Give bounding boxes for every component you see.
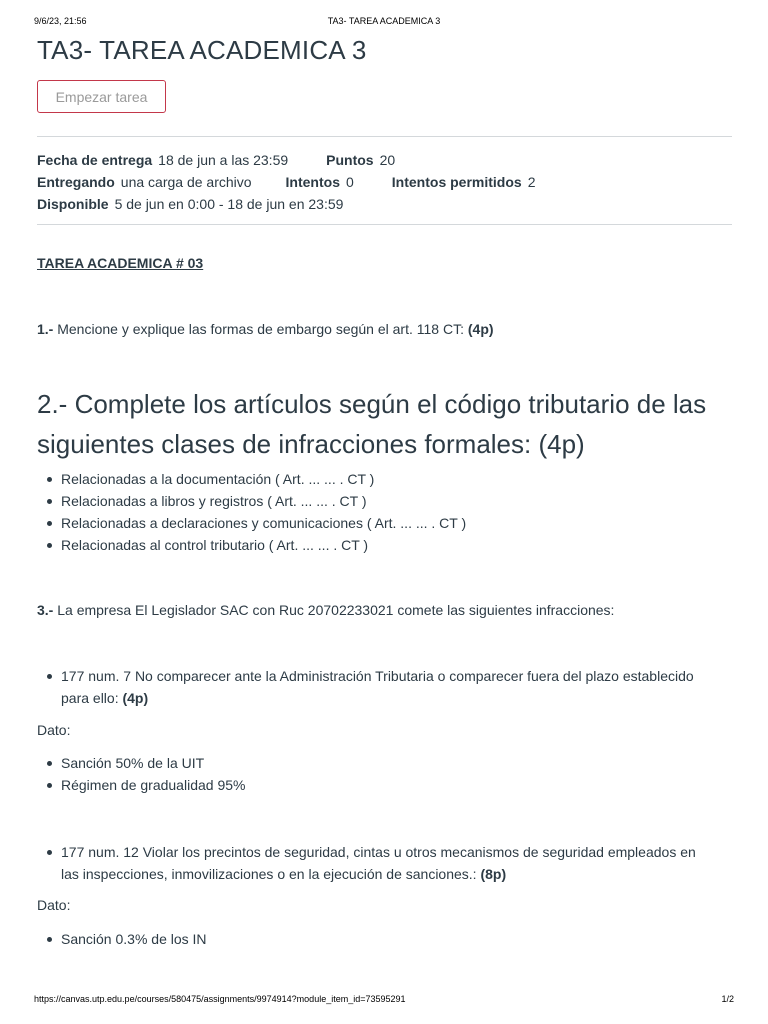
question-1-points: (4p) (467, 321, 494, 337)
due-value: 18 de jun a las 23:59 (158, 152, 289, 168)
section-title: TAREA ACADEMICA # 03 (37, 255, 204, 271)
details-row-submitting (37, 171, 536, 193)
start-assignment-button[interactable]: Empezar tarea (37, 80, 166, 113)
points-label: Puntos (326, 152, 374, 168)
list-item: Relacionadas al control tributario ( Art. ... ... . CT ) (37, 534, 466, 556)
attempts-value: 0 (346, 174, 354, 190)
question-1-text: Mencione y explique las formas de embargo según el art. 118 CT: (53, 321, 468, 337)
list-item (37, 841, 717, 885)
list-item: Régimen de gradualidad 95% (37, 774, 245, 796)
infraction-1-list (37, 665, 717, 709)
attempts-label: Intentos (285, 174, 340, 190)
assignment-details (37, 149, 536, 215)
question-3-text: La empresa El Legislador SAC con Ruc 20702233021 comete las siguientes infracciones: (53, 602, 615, 618)
list-item: Sanción 0.3% de los IN (37, 928, 207, 950)
details-row-due (37, 149, 536, 171)
question-3 (37, 602, 614, 618)
infraction-2-list (37, 841, 717, 885)
question-3-number: 3.- (37, 602, 54, 618)
page-number: 1/2 (721, 994, 734, 1004)
list-item: Relacionadas a libros y registros ( Art. ... ... . CT ) (37, 490, 466, 512)
divider (37, 224, 732, 225)
print-url: https://canvas.utp.edu.pe/courses/580475/assignments/9974914?module_item_id=73595291 (34, 994, 406, 1004)
question-1 (37, 321, 494, 337)
list-item: Sanción 50% de la UIT (37, 752, 245, 774)
allowed-attempts-label: Intentos permitidos (391, 174, 522, 190)
dato-label: Dato: (37, 897, 71, 913)
infraction-2-points: (8p) (480, 866, 507, 882)
print-header (0, 14, 768, 28)
infraction-2-text: 177 num. 12 Violar los precintos de seguridad, cintas u otros mecanismos de seguridad empleados en las inspecciones, inmovilizaciones o en la ejecución de sanciones.: (61, 844, 696, 882)
dato-label: Dato: (37, 722, 71, 738)
allowed-attempts-value: 2 (527, 174, 536, 190)
submitting-value: una carga de archivo (120, 174, 252, 190)
question-2-heading: 2.- Complete los artículos según el código tributario de las siguientes clases de infracciones formales: (4p) (37, 389, 707, 459)
infraction-1-text: 177 num. 7 No comparecer ante la Administración Tributaria o comparecer fuera del plazo establecido para ello: (61, 668, 694, 706)
details-row-available (37, 193, 536, 215)
page-title: TA3- TAREA ACADEMICA 3 (37, 35, 367, 65)
points-value: 20 (379, 152, 396, 168)
infraction-1-data (37, 752, 245, 796)
question-2-list (37, 468, 466, 556)
infraction-2-data (37, 928, 207, 950)
divider (37, 136, 732, 137)
list-item: Relacionadas a la documentación ( Art. ... ... . CT ) (37, 468, 466, 490)
submitting-label: Entregando (37, 174, 115, 190)
print-header-title: TA3- TAREA ACADEMICA 3 (327, 16, 441, 26)
available-value: 5 de jun en 0:00 - 18 de jun en 23:59 (114, 196, 344, 212)
list-item (37, 665, 717, 709)
available-label: Disponible (37, 196, 109, 212)
question-1-number: 1.- (37, 321, 54, 337)
due-label: Fecha de entrega (37, 152, 153, 168)
list-item: Relacionadas a declaraciones y comunicaciones ( Art. ... ... . CT ) (37, 512, 466, 534)
print-timestamp: 9/6/23, 21:56 (34, 16, 87, 26)
infraction-1-points: (4p) (122, 690, 149, 706)
